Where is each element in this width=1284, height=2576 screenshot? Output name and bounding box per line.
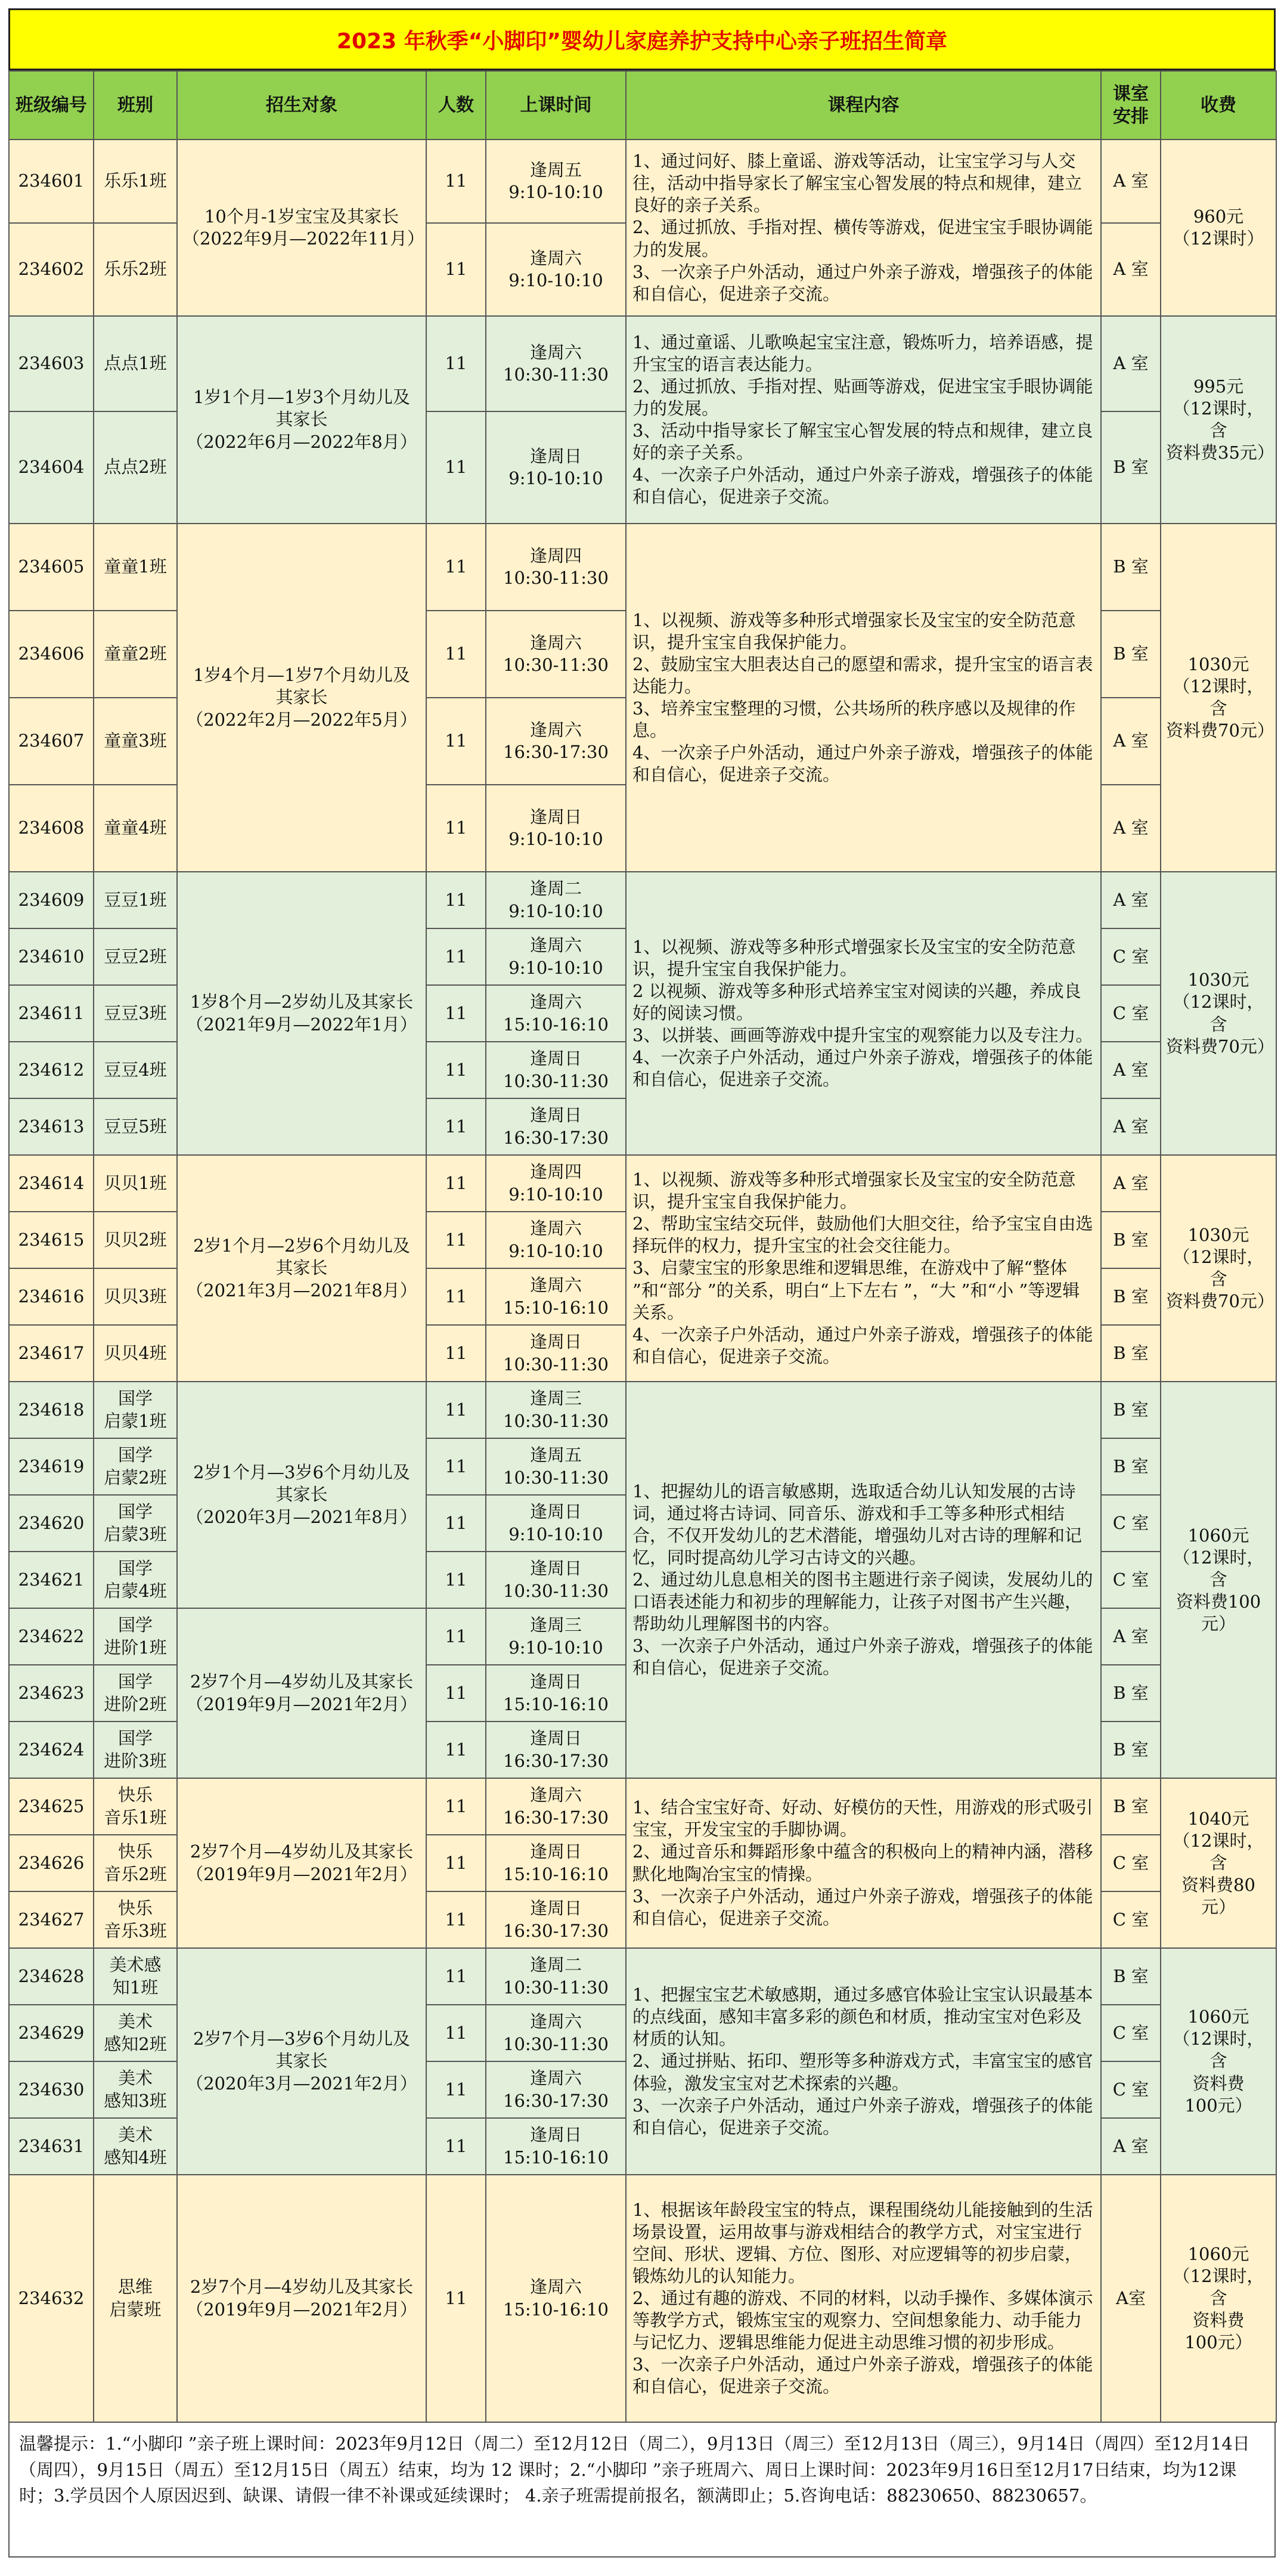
class-id: 234602	[9, 223, 94, 316]
fee: 1060元 （12课时，含 资料费100 元）	[1161, 1382, 1276, 1778]
classroom: B 室	[1101, 1438, 1161, 1495]
classroom: A 室	[1101, 316, 1161, 411]
class-name: 思维 启蒙班	[94, 2175, 177, 2422]
classroom: B 室	[1101, 1948, 1161, 2005]
class-id: 234616	[9, 1268, 94, 1325]
class-id: 234620	[9, 1495, 94, 1552]
table-row	[9, 1382, 1276, 1438]
fee: 1030元 （12课时，含 资料费70元）	[1161, 1155, 1276, 1382]
course-content: 1、以视频、游戏等多种形式增强家长及宝宝的安全防范意识，提升宝宝自我保护能力。 2、帮助宝宝结交玩伴，鼓励他们大胆交往，给予宝宝自由选择玩伴的权力，提升宝宝的社会交往能力。 3、启蒙宝宝的形象思维和逻辑思维，在游戏中了解“整体 ”和“部分 ”的关系，明白“上下左右 ”，“大 ”和“小 ”等逻辑关系。 4、一次亲子户外活动，通过户外亲子游戏，增强孩子的体能和自信心，促进亲子交流。	[626, 1155, 1101, 1382]
classroom: C 室	[1101, 1891, 1161, 1948]
class-name: 童童1班	[94, 524, 177, 611]
classroom: A 室	[1101, 1155, 1161, 1212]
class-size: 11	[426, 1325, 486, 1382]
classroom: A 室	[1101, 1608, 1161, 1665]
class-id: 234604	[9, 411, 94, 524]
header-fee: 收费	[1161, 71, 1276, 140]
class-size: 11	[426, 1608, 486, 1665]
table-row	[9, 140, 1276, 223]
class-size: 11	[426, 872, 486, 928]
class-size: 11	[426, 1835, 486, 1891]
fee: 995元 （12课时，含 资料费35元）	[1161, 316, 1276, 524]
class-id: 234607	[9, 698, 94, 785]
class-size: 11	[426, 2061, 486, 2118]
class-size: 11	[426, 985, 486, 1042]
class-size: 11	[426, 1042, 486, 1098]
class-id: 234628	[9, 1948, 94, 2005]
class-time: 逢周日 15:10-16:10	[486, 2118, 626, 2175]
classroom: C 室	[1101, 928, 1161, 985]
class-name: 童童3班	[94, 698, 177, 785]
class-id: 234624	[9, 1722, 94, 1778]
class-id: 234629	[9, 2005, 94, 2061]
target-group: 1岁4个月—1岁7个月幼儿及 其家长 （2022年2月—2022年5月）	[177, 524, 426, 872]
class-name: 豆豆1班	[94, 872, 177, 928]
target-group: 2岁7个月—3岁6个月幼儿及 其家长 （2020年3月—2021年2月）	[177, 1948, 426, 2175]
class-time: 逢周四 9:10-10:10	[486, 1155, 626, 1212]
class-size: 11	[426, 698, 486, 785]
class-time: 逢周日 15:10-16:10	[486, 1835, 626, 1891]
class-time: 逢周六 15:10-16:10	[486, 1268, 626, 1325]
target-group: 2岁7个月—4岁幼儿及其家长 （2019年9月—2021年2月）	[177, 1778, 426, 1948]
course-content: 1、根据该年龄段宝宝的特点，课程围绕幼儿能接触到的生活场景设置，运用故事与游戏相结合的教学方式，对宝宝进行空间、形状、逻辑、方位、图形、对应逻辑等的初步启蒙，锻炼幼儿的认知能力。 2、通过有趣的游戏、不同的材料，以动手操作、多媒体演示等教学方式，锻炼宝宝的观察力、空间想象能力、动手能力与记忆力、逻辑思维能力促进主动思维习惯的初步形成。 3、一次亲子户外活动，通过户外亲子游戏，增强孩子的体能和自信心，促进亲子交流。	[626, 2175, 1101, 2422]
classroom: C 室	[1101, 2061, 1161, 2118]
classroom: B 室	[1101, 1212, 1161, 1268]
class-time: 逢周六 16:30-17:30	[486, 2061, 626, 2118]
classroom: B 室	[1101, 1722, 1161, 1778]
class-time: 逢周日 16:30-17:30	[486, 1891, 626, 1948]
class-time: 逢周三 9:10-10:10	[486, 1608, 626, 1665]
class-time: 逢周日 10:30-11:30	[486, 1042, 626, 1098]
target-group: 2岁1个月—2岁6个月幼儿及 其家长 （2021年3月—2021年8月）	[177, 1155, 426, 1382]
class-size: 11	[426, 1438, 486, 1495]
class-name: 国学 进阶1班	[94, 1608, 177, 1665]
classroom: B 室	[1101, 1382, 1161, 1438]
class-size: 11	[426, 2175, 486, 2422]
classroom: B 室	[1101, 411, 1161, 524]
classroom: A 室	[1101, 140, 1161, 223]
class-name: 快乐 音乐2班	[94, 1835, 177, 1891]
class-time: 逢周五 9:10-10:10	[486, 140, 626, 223]
course-content: 1、把握宝宝艺术敏感期，通过多感官体验让宝宝认识最基本的点线面，感知丰富多彩的颜色和材质，推动宝宝对色彩及材质的认知。 2、通过拼贴、拓印、塑形等多种游戏方式，丰富宝宝的感官体验，激发宝宝对艺术探索的兴趣。 3、一次亲子户外活动，通过户外亲子游戏，增强孩子的体能和自信心，促进亲子交流。	[626, 1948, 1101, 2175]
class-time: 逢周六 9:10-10:10	[486, 1212, 626, 1268]
class-name: 贝贝3班	[94, 1268, 177, 1325]
class-time: 逢周六 10:30-11:30	[486, 316, 626, 411]
classroom: A室	[1101, 2175, 1161, 2422]
target-group: 1岁8个月—2岁幼儿及其家长 （2021年9月—2022年1月）	[177, 872, 426, 1155]
header-time: 上课时间	[486, 71, 626, 140]
class-time: 逢周日 10:30-11:30	[486, 1325, 626, 1382]
class-name: 贝贝4班	[94, 1325, 177, 1382]
class-name: 豆豆2班	[94, 928, 177, 985]
header-content: 课程内容	[626, 71, 1101, 140]
class-id: 234618	[9, 1382, 94, 1438]
header-class-name: 班别	[94, 71, 177, 140]
class-time: 逢周六 10:30-11:30	[486, 2005, 626, 2061]
class-size: 11	[426, 140, 486, 223]
class-id: 234603	[9, 316, 94, 411]
target-group: 1岁1个月—1岁3个月幼儿及 其家长 （2022年6月—2022年8月）	[177, 316, 426, 524]
class-id: 234619	[9, 1438, 94, 1495]
class-time: 逢周日 9:10-10:10	[486, 785, 626, 872]
fee: 1030元 （12课时，含 资料费70元）	[1161, 872, 1276, 1155]
header-room: 课室 安排	[1101, 71, 1161, 140]
class-time: 逢周三 10:30-11:30	[486, 1382, 626, 1438]
class-name: 童童2班	[94, 611, 177, 698]
class-id: 234627	[9, 1891, 94, 1948]
classroom: C 室	[1101, 985, 1161, 1042]
class-name: 快乐 音乐1班	[94, 1778, 177, 1835]
classroom: A 室	[1101, 223, 1161, 316]
class-id: 234601	[9, 140, 94, 223]
classroom: B 室	[1101, 1325, 1161, 1382]
class-size: 11	[426, 223, 486, 316]
classroom: A 室	[1101, 872, 1161, 928]
table-row	[9, 872, 1276, 928]
table-row	[9, 524, 1276, 611]
class-size: 11	[426, 785, 486, 872]
class-name: 国学 启蒙1班	[94, 1382, 177, 1438]
classroom: A 室	[1101, 2118, 1161, 2175]
class-id: 234622	[9, 1608, 94, 1665]
table-body	[9, 140, 1276, 2422]
class-name: 点点2班	[94, 411, 177, 524]
class-size: 11	[426, 316, 486, 411]
class-time: 逢周六 9:10-10:10	[486, 223, 626, 316]
enrollment-sheet	[8, 8, 1276, 2558]
class-size: 11	[426, 2118, 486, 2175]
classroom: C 室	[1101, 2005, 1161, 2061]
class-size: 11	[426, 1948, 486, 2005]
class-size: 11	[426, 1665, 486, 1722]
class-name: 国学 启蒙3班	[94, 1495, 177, 1552]
class-id: 234606	[9, 611, 94, 698]
class-id: 234626	[9, 1835, 94, 1891]
class-time: 逢周四 10:30-11:30	[486, 524, 626, 611]
class-name: 乐乐2班	[94, 223, 177, 316]
class-time: 逢周五 10:30-11:30	[486, 1438, 626, 1495]
class-id: 234631	[9, 2118, 94, 2175]
classroom: A 室	[1101, 1042, 1161, 1098]
header-count: 人数	[426, 71, 486, 140]
header-target: 招生对象	[177, 71, 426, 140]
table-row	[9, 2175, 1276, 2422]
class-size: 11	[426, 1212, 486, 1268]
course-content: 1、通过问好、膝上童谣、游戏等活动，让宝宝学习与人交往，活动中指导家长了解宝宝心智发展的特点和规律，建立良好的亲子关系。 2、通过抓放、手指对捏、横传等游戏，促进宝宝手眼协调能力的发展。 3、一次亲子户外活动，通过户外亲子游戏，增强孩子的体能和自信心，促进亲子交流。	[626, 140, 1101, 316]
classroom: A 室	[1101, 698, 1161, 785]
class-time: 逢周六 9:10-10:10	[486, 928, 626, 985]
class-time: 逢周六 16:30-17:30	[486, 1778, 626, 1835]
table-row	[9, 316, 1276, 411]
fee: 960元 （12课时）	[1161, 140, 1276, 316]
class-size: 11	[426, 1155, 486, 1212]
class-size: 11	[426, 524, 486, 611]
class-time: 逢周二 10:30-11:30	[486, 1948, 626, 2005]
header-class-id: 班级编号	[9, 71, 94, 140]
class-size: 11	[426, 2005, 486, 2061]
class-id: 234625	[9, 1778, 94, 1835]
course-content: 1、结合宝宝好奇、好动、好模仿的天性，用游戏的形式吸引宝宝，开发宝宝的手脚协调。 2、通过音乐和舞蹈形象中蕴含的积极向上的精神内涵，潜移默化地陶冶宝宝的情操。 3、一次亲子户外活动，通过户外亲子游戏，增强孩子的体能和自信心，促进亲子交流。	[626, 1778, 1101, 1948]
class-id: 234609	[9, 872, 94, 928]
class-name: 国学 进阶3班	[94, 1722, 177, 1778]
fee: 1040元 （12课时，含 资料费80 元）	[1161, 1778, 1276, 1948]
classroom: B 室	[1101, 1665, 1161, 1722]
class-name: 美术 感知2班	[94, 2005, 177, 2061]
class-name: 美术 感知4班	[94, 2118, 177, 2175]
class-time: 逢周日 16:30-17:30	[486, 1098, 626, 1155]
notice-text: 温馨提示：1.“小脚印 ”亲子班上课时间：2023年9月12日（周二）至12月12日（周二），9月13日（周三）至12月13日（周三），9月14日（周四）至12月14日（周四），9月15日（周五）至12月15日（周五）结束，均为 12 课时；2.“小脚印 ”亲子班周六、周日上课时间：2023年9月16日至12月17日结束，均为12课时；3.学员因个人原因迟到、缺课、请假一律不补课或延续课时； 4.亲子班需提前报名，额满即止；5.咨询电话：88230650、88230657。	[8, 2423, 1276, 2558]
classroom: C 室	[1101, 1495, 1161, 1552]
class-name: 美术 感知3班	[94, 2061, 177, 2118]
class-id: 234621	[9, 1552, 94, 1608]
class-id: 234611	[9, 985, 94, 1042]
fee: 1030元 （12课时，含 资料费70元）	[1161, 524, 1276, 872]
course-content: 1、通过童谣、儿歌唤起宝宝注意，锻炼听力，培养语感，提升宝宝的语言表达能力。 2、通过抓放、手指对捏、贴画等游戏，促进宝宝手眼协调能力的发展。 3、活动中指导家长了解宝宝心智发展的特点和规律，建立良好的亲子关系。 4、一次亲子户外活动，通过户外亲子游戏，增强孩子的体能和自信心，促进亲子交流。	[626, 316, 1101, 524]
fee: 1060元 （12课时，含 资料费 100元）	[1161, 2175, 1276, 2422]
class-name: 豆豆4班	[94, 1042, 177, 1098]
class-time: 逢周日 9:10-10:10	[486, 411, 626, 524]
class-name: 国学 启蒙4班	[94, 1552, 177, 1608]
class-name: 豆豆5班	[94, 1098, 177, 1155]
class-id: 234608	[9, 785, 94, 872]
target-group: 10个月-1岁宝宝及其家长 （2022年9月—2022年11月）	[177, 140, 426, 316]
classroom: B 室	[1101, 611, 1161, 698]
class-time: 逢周六 10:30-11:30	[486, 611, 626, 698]
table-row	[9, 1155, 1276, 1212]
class-time: 逢周二 9:10-10:10	[486, 872, 626, 928]
classroom: B 室	[1101, 1268, 1161, 1325]
class-name: 贝贝1班	[94, 1155, 177, 1212]
class-time: 逢周六 15:10-16:10	[486, 985, 626, 1042]
class-name: 乐乐1班	[94, 140, 177, 223]
page-title	[8, 8, 1276, 70]
class-size: 11	[426, 1268, 486, 1325]
class-name: 美术感 知1班	[94, 1948, 177, 2005]
classroom: C 室	[1101, 1552, 1161, 1608]
class-name: 国学 启蒙2班	[94, 1438, 177, 1495]
class-id: 234612	[9, 1042, 94, 1098]
class-size: 11	[426, 1891, 486, 1948]
target-group: 2岁7个月—4岁幼儿及其家长 （2019年9月—2021年2月）	[177, 2175, 426, 2422]
classroom: A 室	[1101, 1098, 1161, 1155]
title-text: 2023 年秋季“小脚印”婴幼儿家庭养护支持中心亲子班招生简章	[336, 29, 948, 54]
class-time: 逢周日 16:30-17:30	[486, 1722, 626, 1778]
classroom: B 室	[1101, 1778, 1161, 1835]
fee: 1060元 （12课时，含 资料费 100元）	[1161, 1948, 1276, 2175]
course-content: 1、以视频、游戏等多种形式增强家长及宝宝的安全防范意识，提升宝宝自我保护能力。 2 以视频、游戏等多种形式培养宝宝对阅读的兴趣，养成良好的阅读习惯。 3、以拼装、画画等游戏中提升宝宝的观察能力以及专注力。 4、一次亲子户外活动，通过户外亲子游戏，增强孩子的体能和自信心，促进亲子交流。	[626, 872, 1101, 1155]
class-time: 逢周日 9:10-10:10	[486, 1495, 626, 1552]
class-id: 234623	[9, 1665, 94, 1722]
class-size: 11	[426, 1382, 486, 1438]
class-name: 点点1班	[94, 316, 177, 411]
class-time: 逢周日 10:30-11:30	[486, 1552, 626, 1608]
class-id: 234610	[9, 928, 94, 985]
class-name: 豆豆3班	[94, 985, 177, 1042]
class-size: 11	[426, 928, 486, 985]
class-id: 234632	[9, 2175, 94, 2422]
classroom: A 室	[1101, 785, 1161, 872]
class-size: 11	[426, 611, 486, 698]
class-time: 逢周六 16:30-17:30	[486, 698, 626, 785]
class-name: 贝贝2班	[94, 1212, 177, 1268]
classroom: B 室	[1101, 524, 1161, 611]
course-content: 1、以视频、游戏等多种形式增强家长及宝宝的安全防范意识，提升宝宝自我保护能力。 2、鼓励宝宝大胆表达自己的愿望和需求，提升宝宝的语言表达能力。 3、培养宝宝整理的习惯，公共场所的秩序感以及规律的作息。 4、一次亲子户外活动，通过户外亲子游戏，增强孩子的体能和自信心，促进亲子交流。	[626, 524, 1101, 872]
target-group: 2岁7个月—4岁幼儿及其家长 （2019年9月—2021年2月）	[177, 1608, 426, 1778]
table-row	[9, 1948, 1276, 2005]
class-size: 11	[426, 1722, 486, 1778]
class-name: 国学 进阶2班	[94, 1665, 177, 1722]
class-id: 234614	[9, 1155, 94, 1212]
class-table	[8, 70, 1277, 2423]
class-id: 234630	[9, 2061, 94, 2118]
class-time: 逢周日 15:10-16:10	[486, 1665, 626, 1722]
class-id: 234615	[9, 1212, 94, 1268]
header-row	[9, 71, 1276, 140]
class-id: 234613	[9, 1098, 94, 1155]
class-name: 童童4班	[94, 785, 177, 872]
class-id: 234617	[9, 1325, 94, 1382]
class-size: 11	[426, 1098, 486, 1155]
class-size: 11	[426, 411, 486, 524]
class-size: 11	[426, 1778, 486, 1835]
table-row	[9, 1778, 1276, 1835]
class-name: 快乐 音乐3班	[94, 1891, 177, 1948]
class-time: 逢周六 15:10-16:10	[486, 2175, 626, 2422]
class-id: 234605	[9, 524, 94, 611]
course-content: 1、把握幼儿的语言敏感期，选取适合幼儿认知发展的古诗词，通过将古诗词、同音乐、游戏和手工等多种形式相结合，不仅开发幼儿的艺术潜能，增强幼儿对古诗的理解和记忆，同时提高幼儿学习古诗文的兴趣。 2、通过幼儿息息相关的图书主题进行亲子阅读，发展幼儿的口语表述能力和初步的理解能力，让孩子对图书产生兴趣，帮助幼儿理解图书的内容。 3、一次亲子户外活动，通过户外亲子游戏，增强孩子的体能和自信心，促进亲子交流。	[626, 1382, 1101, 1778]
target-group: 2岁1个月—3岁6个月幼儿及 其家长 （2020年3月—2021年8月）	[177, 1382, 426, 1608]
class-size: 11	[426, 1552, 486, 1608]
class-size: 11	[426, 1495, 486, 1552]
classroom: C 室	[1101, 1835, 1161, 1891]
